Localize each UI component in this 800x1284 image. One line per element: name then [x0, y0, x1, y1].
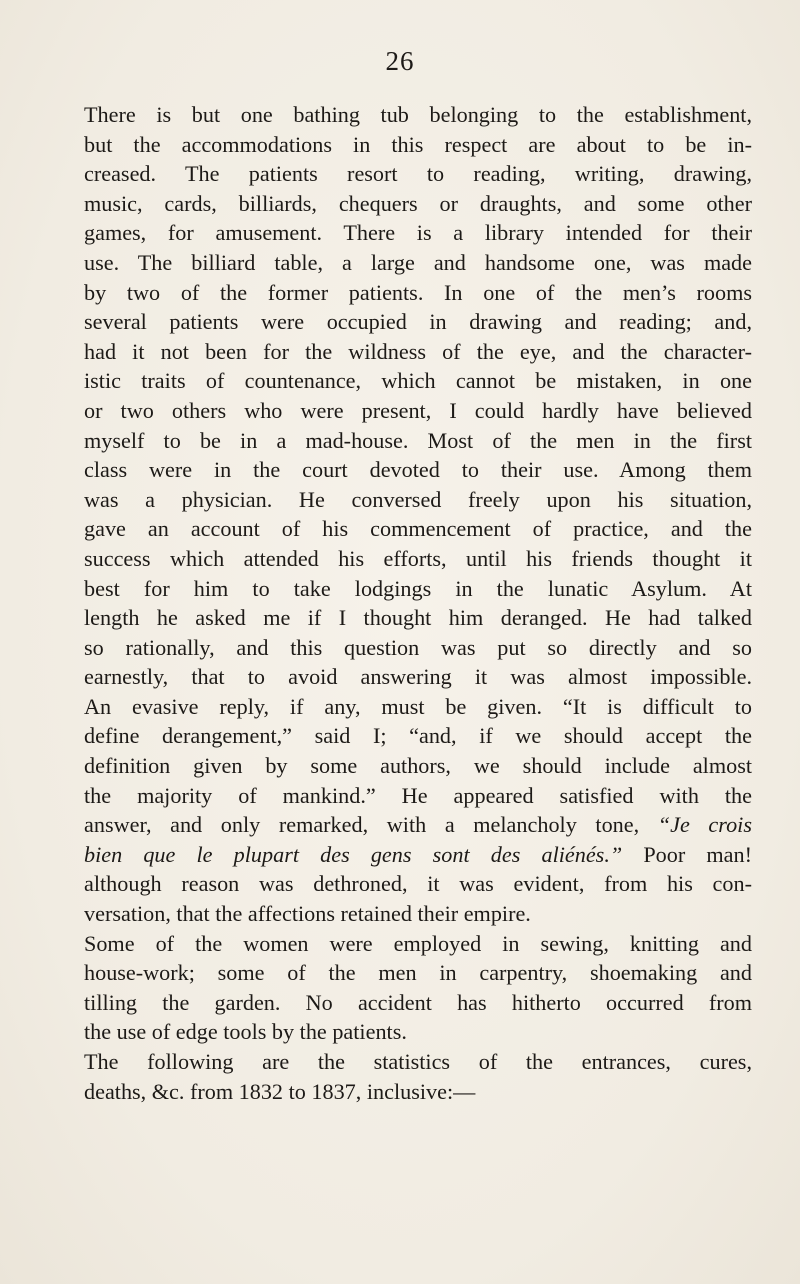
- french-quote: “Je crois: [657, 812, 752, 838]
- line-text: music, cards, billiards, chequers or draughts, and some other: [84, 190, 752, 216]
- text-line: [84, 574, 752, 604]
- line-text: definition given by some authors, we should include almost: [84, 753, 752, 779]
- text-line: [84, 159, 752, 189]
- text-line: [84, 929, 752, 959]
- text-line: [84, 603, 752, 633]
- line-text: versation, that the affections retained their empire.: [84, 901, 531, 927]
- line-text: earnestly, that to avoid answering it was almost impossible.: [84, 664, 752, 690]
- text-line: [84, 869, 752, 899]
- text-line: [84, 218, 752, 248]
- text-line: [84, 988, 752, 1018]
- line-text: istic traits of countenance, which cannot be mistaken, in one: [84, 368, 752, 394]
- text-line: [84, 455, 752, 485]
- line-text: had it not been for the wildness of the eye, and the character-: [84, 338, 752, 364]
- line-text: the use of edge tools by the patients.: [84, 1019, 407, 1045]
- text-line: [84, 633, 752, 663]
- text-line: [84, 514, 752, 544]
- text-line: [84, 1047, 752, 1077]
- text-line: [84, 781, 752, 811]
- text-line: [84, 544, 752, 574]
- line-text: the majority of mankind.” He appeared satisfied with the: [84, 782, 752, 808]
- text-line: [84, 662, 752, 692]
- line-text: tilling the garden. No accident has hitherto occurred from: [84, 989, 752, 1015]
- line-text: There is but one bathing tub belonging to the establishment,: [84, 102, 752, 127]
- line-text: Some of the women were employed in sewing, knitting and: [84, 930, 752, 956]
- text-line: [84, 426, 752, 456]
- text-line: [84, 810, 752, 840]
- line-text: so rationally, and this question was put so directly and so: [84, 634, 752, 660]
- line-text: myself to be in a mad-house. Most of the men in the first: [84, 427, 752, 453]
- text-line: [84, 692, 752, 722]
- text-line: [84, 1077, 752, 1107]
- text-line: [84, 307, 752, 337]
- line-text: The following are the statistics of the entrances, cures,: [84, 1049, 752, 1074]
- text-line: [84, 366, 752, 396]
- line-text: was a physician. He conversed freely upon his situation,: [84, 486, 752, 512]
- text-line: [84, 130, 752, 160]
- text-line: [84, 751, 752, 781]
- text-line: [84, 100, 752, 130]
- text-line: [84, 958, 752, 988]
- line-text: by two of the former patients. In one of the men’s rooms: [84, 279, 752, 305]
- line-text: games, for amusement. There is a library intended for their: [84, 220, 752, 246]
- line-text: class were in the court devoted to their use. Among them: [84, 457, 752, 483]
- line-text: define derangement,” said I; “and, if we should accept the: [84, 723, 752, 749]
- line-text: or two others who were present, I could hardly have believed: [84, 397, 752, 423]
- text-line: [84, 899, 752, 929]
- line-text: Poor man!: [622, 841, 752, 867]
- line-text: success which attended his efforts, until his friends thought it: [84, 545, 752, 571]
- text-line: [84, 485, 752, 515]
- text-line: [84, 396, 752, 426]
- line-text: use. The billiard table, a large and handsome one, was made: [84, 249, 752, 275]
- text-line: [84, 840, 752, 870]
- line-text: gave an account of his commencement of practice, and the: [84, 516, 752, 542]
- line-text: length he asked me if I thought him deranged. He had talked: [84, 605, 752, 631]
- text-line: [84, 278, 752, 308]
- line-text: creased. The patients resort to reading, writing, drawing,: [84, 161, 752, 187]
- text-line: [84, 189, 752, 219]
- line-text: although reason was dethroned, it was evident, from his con-: [84, 871, 752, 897]
- line-text: An evasive reply, if any, must be given. “It is difficult to: [84, 693, 752, 719]
- line-text: answer, and only remarked, with a melancholy tone,: [84, 812, 658, 838]
- line-text: but the accommodations in this respect are about to be in-: [84, 131, 752, 157]
- line-text: house-work; some of the men in carpentry, shoemaking and: [84, 960, 752, 986]
- line-text: best for him to take lodgings in the lunatic Asylum. At: [84, 575, 752, 601]
- body-text: [84, 100, 752, 1106]
- page-number: 26: [385, 46, 415, 76]
- french-quote: bien que le plupart des gens sont des aliénés.”: [84, 841, 623, 867]
- line-text: deaths, &c. from 1832 to 1837, inclusive:—: [84, 1078, 476, 1104]
- line-text: several patients were occupied in drawing and reading; and,: [84, 309, 752, 335]
- text-line: [84, 721, 752, 751]
- text-line: [84, 337, 752, 367]
- text-line: [84, 1017, 752, 1047]
- text-line: [84, 248, 752, 278]
